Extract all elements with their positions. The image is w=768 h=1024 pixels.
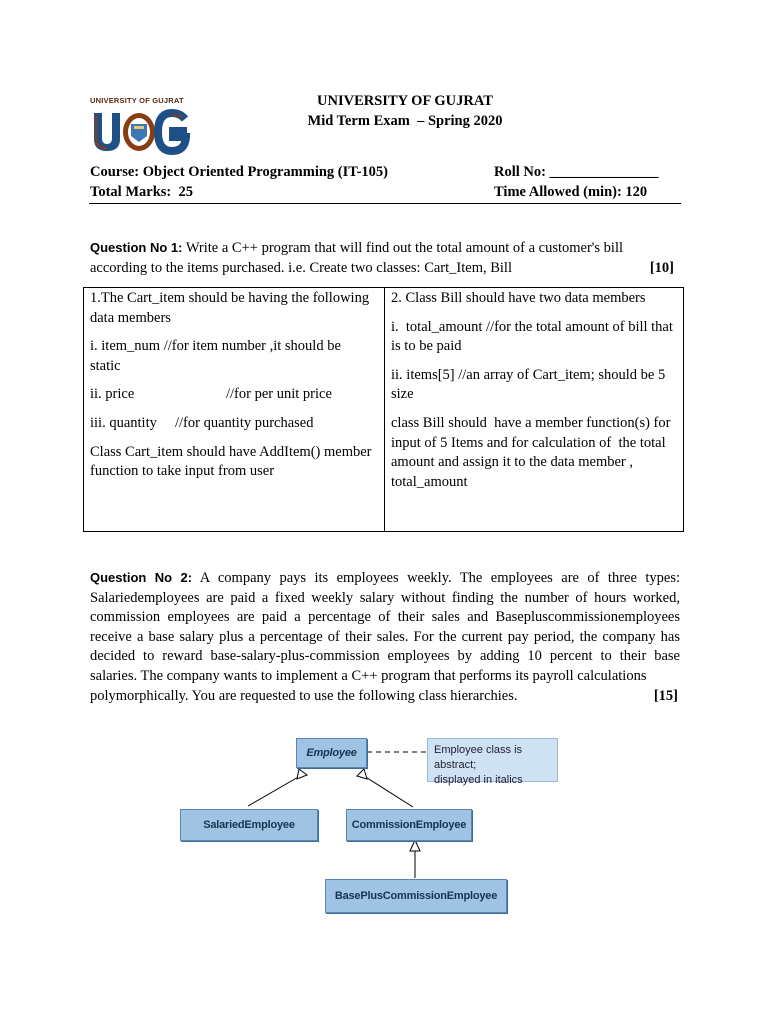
note-line-2: displayed in italics bbox=[434, 774, 523, 786]
cart-item-p3a: ii. price bbox=[90, 386, 135, 403]
cart-item-p3 bbox=[90, 385, 372, 405]
commission-employee-label: CommissionEmployee bbox=[351, 819, 467, 831]
question-2-marks: [15] bbox=[653, 687, 678, 704]
university-title: UNIVERSITY OF GUJRAT bbox=[317, 93, 493, 109]
question-1-table bbox=[83, 287, 684, 532]
note-line-1: Employee class is abstract; bbox=[434, 744, 523, 771]
salaried-employee-box bbox=[180, 809, 318, 841]
cart-item-p5: Class Cart_item should have AddItem() member function to take input from user bbox=[90, 443, 372, 480]
table-divider bbox=[384, 288, 385, 531]
header-divider bbox=[89, 203, 681, 204]
cart-item-p1: 1.The Cart_item should be having the following data members bbox=[90, 290, 370, 326]
cart-item-cell bbox=[90, 289, 372, 491]
bill-p4: class Bill should have a member function(s) for input of 5 Items and for calculation of the total amount and assign it to the data member , total_amount bbox=[391, 414, 675, 490]
course-label: Course: Object Oriented Programming (IT-105) bbox=[90, 164, 389, 180]
total-marks-label: Total Marks: 25 bbox=[90, 184, 193, 200]
bill-p3: ii. items[5] //an array of Cart_item; should be 5 size bbox=[391, 366, 666, 403]
base-plus-commission-employee-box bbox=[325, 879, 507, 913]
bill-p1: 2. Class Bill should have two data members bbox=[391, 290, 646, 306]
question-2-last-line: polymorphically. You are requested to use the following class hierarchies. bbox=[90, 687, 518, 704]
question-1-marks: [10] bbox=[649, 259, 674, 276]
roll-no-label: Roll No: _______________ bbox=[494, 164, 659, 180]
base-plus-commission-employee-label: BasePlusCommissionEmployee bbox=[334, 890, 498, 902]
question-2-label: Question No 2: bbox=[90, 570, 193, 585]
abstract-class-note bbox=[427, 738, 558, 786]
question-1-line1: Write a C++ program that will find out the total amount of a customer's bill bbox=[182, 240, 623, 256]
question-1-text bbox=[90, 238, 680, 278]
commission-employee-box bbox=[346, 809, 472, 841]
employee-class-box bbox=[296, 738, 367, 768]
time-allowed-label: Time Allowed (min): 120 bbox=[494, 184, 648, 200]
question-2-text bbox=[90, 568, 680, 706]
salaried-employee-label: SalariedEmployee bbox=[203, 819, 295, 831]
cart-item-p3b: //for per unit price bbox=[226, 386, 332, 403]
cart-item-p4: iii. quantity //for quantity purchased bbox=[90, 414, 314, 431]
question-1-line2: according to the items purchased. i.e. Create two classes: Cart_Item, Bill bbox=[90, 259, 512, 276]
logo-mark bbox=[90, 105, 190, 157]
exam-title: Mid Term Exam – Spring 2020 bbox=[307, 113, 503, 129]
question-1-label: Question No 1: bbox=[90, 240, 183, 255]
bill-p2: i. total_amount //for the total amount of bill that is to be paid bbox=[391, 318, 677, 355]
employee-class-label: Employee bbox=[306, 747, 357, 759]
university-logo bbox=[90, 96, 190, 156]
question-2-body: A company pays its employees weekly. The employees are of three types: Salariedemployees are paid a fixed weekly salary without finding the number of hours worked, commission employees are paid a percentage of their sales and Basepluscommissionemployees receive a base salary plus a percentage of their sales. For the current pay period, the company has decided to reward base-salary-plus-commission employees by adding 10 percent to their base salaries. The company wants to implement a C++ program that performs its payroll calculations bbox=[90, 570, 680, 684]
logo-text: UNIVERSITY OF GUJRAT bbox=[90, 96, 184, 105]
cart-item-p2: i. item_num //for item number ,it should be static bbox=[90, 338, 341, 374]
bill-cell bbox=[391, 289, 676, 501]
